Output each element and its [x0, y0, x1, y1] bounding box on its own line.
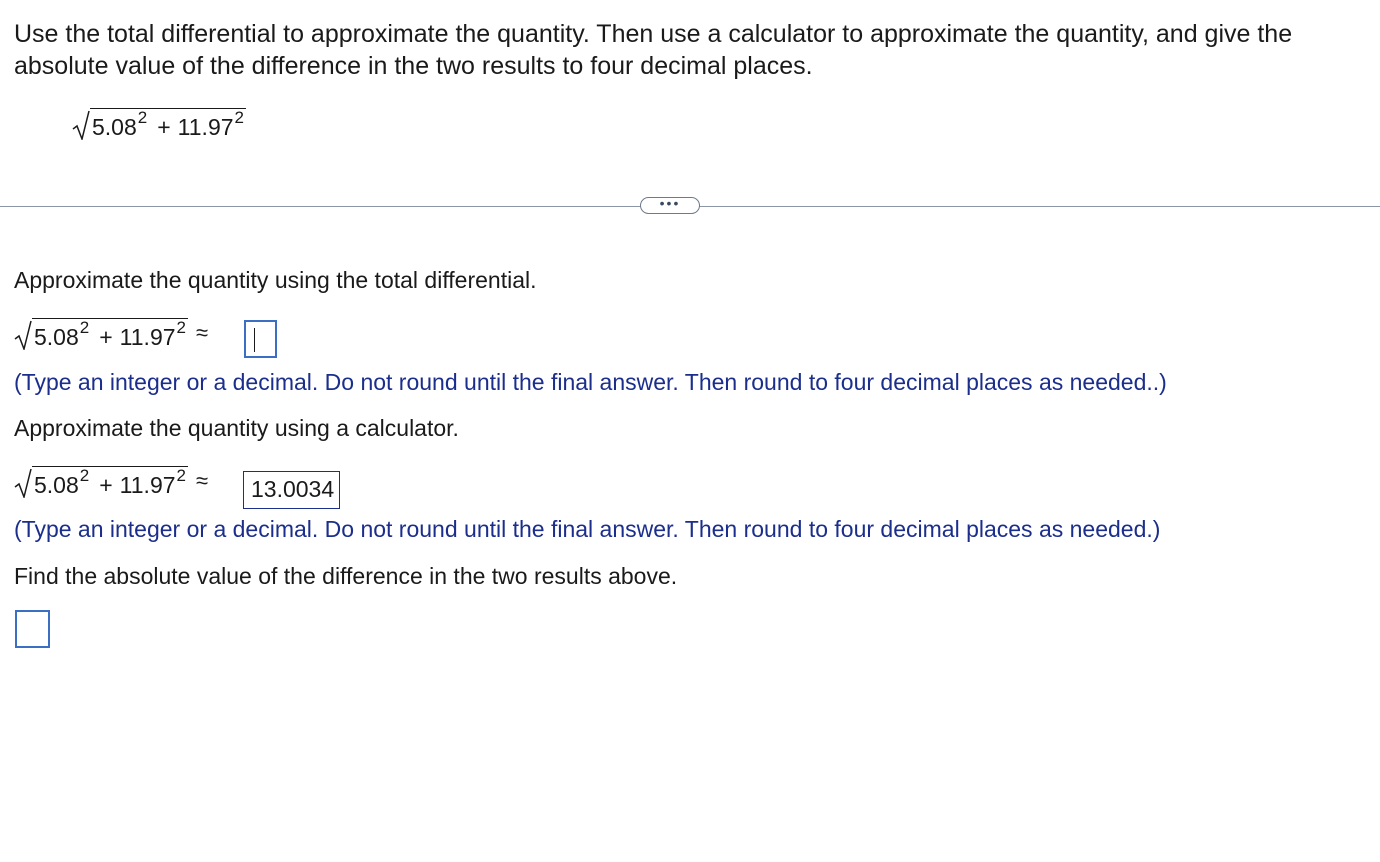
part2-expression [14, 464, 208, 498]
term2-base: 11.97 [119, 472, 176, 498]
question-expression [72, 106, 246, 140]
part2-hint: (Type an integer or a decimal. Do not round until the final answer. Then round to four decimal places as needed.) [14, 516, 1161, 542]
term1-base: 5.08 [34, 324, 79, 350]
approx-symbol: ≈ [196, 468, 209, 493]
term1-exponent: 2 [137, 108, 148, 127]
part2-label: Approximate the quantity using a calculator. [14, 415, 459, 441]
part1-expression [14, 316, 208, 350]
plus-operator: + [99, 472, 113, 498]
term1-exponent: 2 [79, 318, 90, 337]
total-differential-answer-input[interactable] [244, 320, 277, 358]
radical-sign-icon [14, 468, 32, 498]
radicand [90, 108, 246, 140]
radicand [32, 318, 188, 350]
radical-sign-icon [14, 320, 32, 350]
show-more-button[interactable] [640, 194, 700, 214]
square-root [14, 464, 188, 498]
term2-exponent: 2 [234, 108, 244, 127]
radicand [32, 466, 188, 498]
term1-exponent: 2 [79, 466, 90, 485]
term1-base: 5.08 [92, 114, 137, 140]
term2-base: 11.97 [177, 114, 234, 140]
plus-operator: + [99, 324, 113, 350]
absolute-difference-answer-input[interactable] [15, 610, 50, 648]
approx-symbol: ≈ [196, 320, 209, 345]
part1-label: Approximate the quantity using the total differential. [14, 267, 537, 293]
term2-base: 11.97 [119, 324, 176, 350]
square-root [14, 316, 188, 350]
more-dots-icon: ••• [659, 194, 681, 211]
term2-exponent: 2 [176, 466, 186, 485]
text-cursor [254, 328, 255, 352]
question-prompt: Use the total differential to approximate the quantity. Then use a calculator to approximate the quantity, and give the absolute value of the difference in the two results to four decimal places. [14, 20, 1293, 80]
part3-label: Find the absolute value of the difference in the two results above. [14, 563, 678, 589]
calculator-answer-input[interactable]: 13.0034 [243, 471, 340, 509]
term2-exponent: 2 [176, 318, 186, 337]
plus-operator: + [157, 114, 171, 140]
part1-hint: (Type an integer or a decimal. Do not round until the final answer. Then round to four decimal places as needed..) [14, 369, 1167, 395]
square-root [72, 106, 246, 140]
term1-base: 5.08 [34, 472, 79, 498]
radical-sign-icon [72, 110, 90, 140]
